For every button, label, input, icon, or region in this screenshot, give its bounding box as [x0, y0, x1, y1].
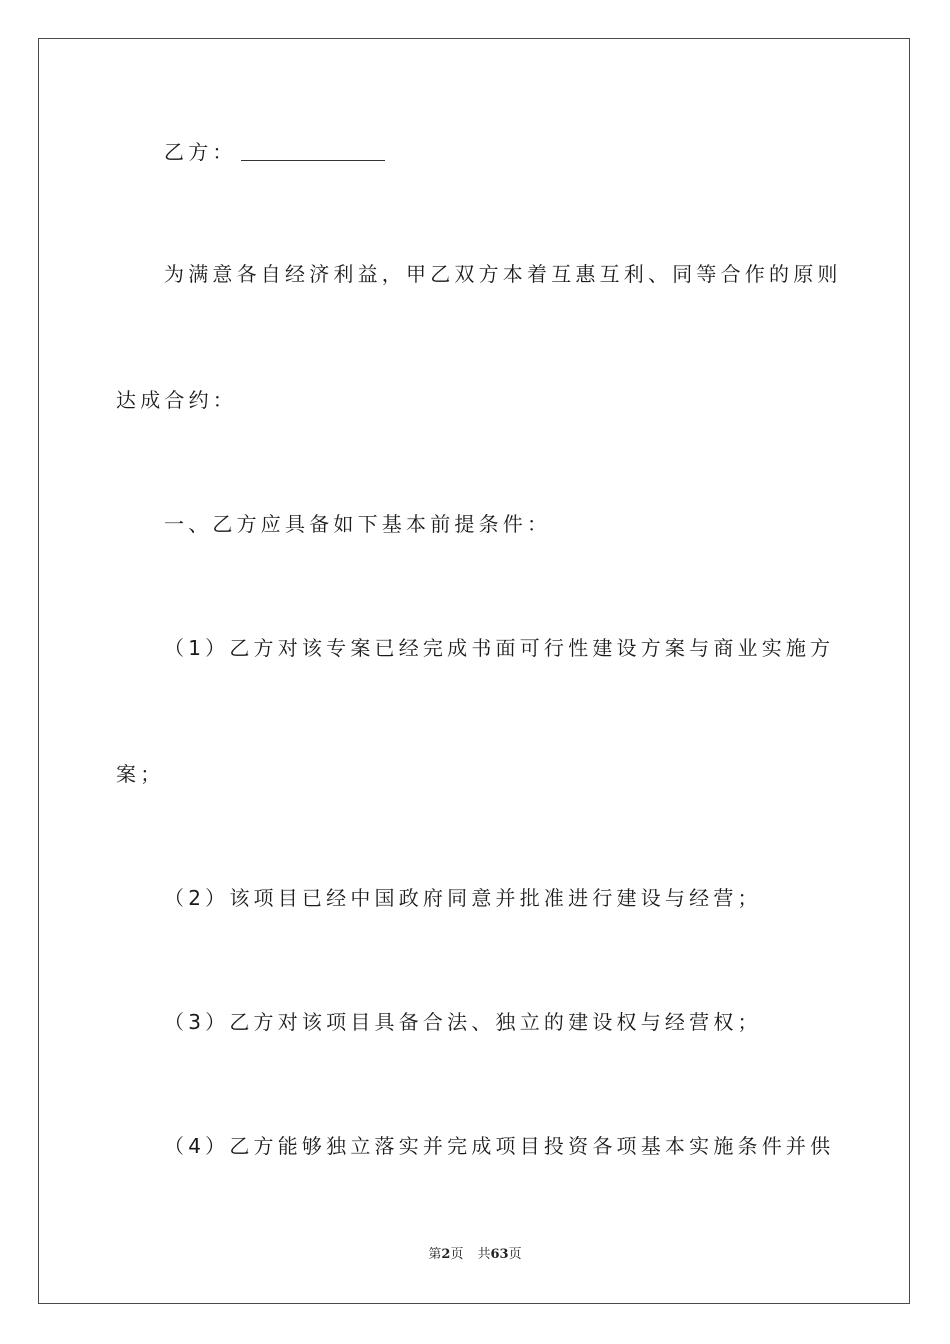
section-1-heading: 一、乙方应具备如下基本前提条件：: [164, 512, 552, 536]
item-4-line-1: （4）乙方能够独立落实并完成项目投资各项基本实施条件并供: [164, 1134, 835, 1158]
paragraph-1-line-1: 为满意各自经济利益，甲乙双方本着互惠互利、同等合作的原则: [164, 262, 842, 286]
footer-total-prefix: 共: [477, 1247, 491, 1262]
item-1-line-1: （1）乙方对该专案已经完成书面可行性建设方案与商业实施方: [164, 636, 835, 660]
party-b-line: [164, 138, 385, 166]
footer-page-prefix: 第: [428, 1247, 442, 1262]
party-b-label: 乙方：: [164, 140, 237, 164]
page-footer: [0, 1246, 950, 1264]
item-2: （2）该项目已经中国政府同意并批准进行建设与经营；: [164, 886, 762, 910]
footer-total-suffix: 页: [508, 1247, 522, 1262]
paragraph-1-line-2: 达成合约：: [116, 388, 237, 412]
party-b-blank-field[interactable]: [241, 142, 385, 161]
item-1-line-2: 案；: [116, 762, 165, 786]
item-3: （3）乙方对该项目具备合法、独立的建设权与经营权；: [164, 1010, 762, 1034]
footer-page-number: 2: [441, 1247, 451, 1262]
footer-total-pages: 63: [490, 1247, 509, 1262]
footer-page-suffix: 页: [450, 1247, 464, 1262]
page-border: [38, 38, 910, 1304]
